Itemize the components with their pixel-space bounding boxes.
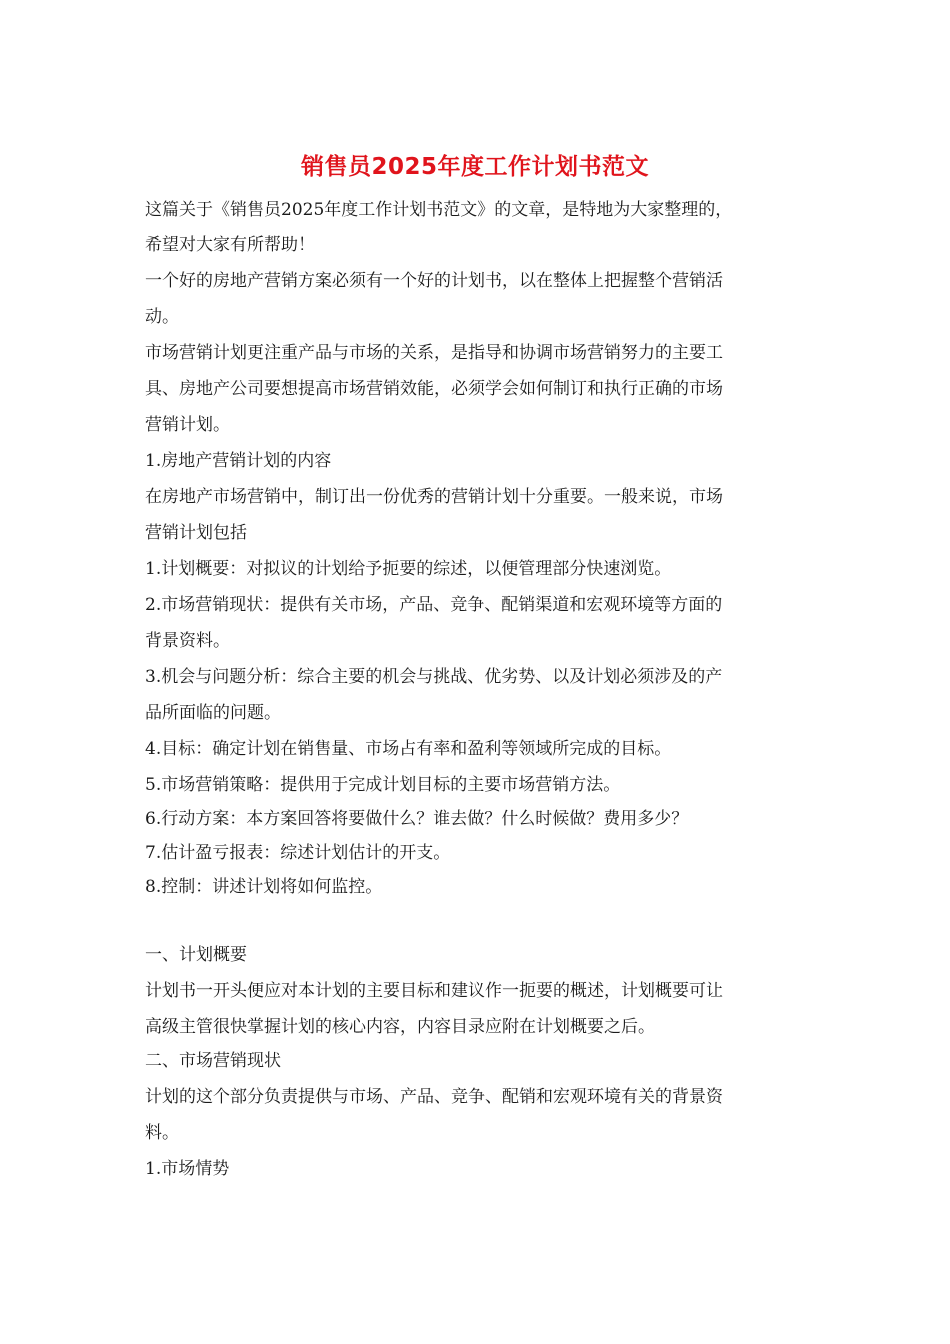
body-line: 营销计划包括 bbox=[145, 523, 247, 543]
body-line: 料。 bbox=[145, 1123, 179, 1143]
body-line: 背景资料。 bbox=[145, 631, 230, 651]
body-line: 5.市场营销策略：提供用于完成计划目标的主要市场营销方法。 bbox=[145, 775, 621, 795]
body-line: 具、房地产公司要想提高市场营销效能，必须学会如何制订和执行正确的市场 bbox=[145, 379, 723, 399]
document-title: 销售员2025年度工作计划书范文 bbox=[300, 154, 649, 180]
section-heading: 二、市场营销现状 bbox=[145, 1051, 281, 1071]
body-line: 8.控制：讲述计划将如何监控。 bbox=[145, 877, 383, 897]
body-line: 一个好的房地产营销方案必须有一个好的计划书，以在整体上把握整个营销活 bbox=[145, 271, 723, 291]
body-line: 7.估计盈亏报表：综述计划估计的开支。 bbox=[145, 843, 451, 863]
body-line: 品所面临的问题。 bbox=[145, 703, 281, 723]
body-line: 1.市场情势 bbox=[145, 1159, 230, 1179]
body-line: 计划的这个部分负责提供与市场、产品、竞争、配销和宏观环境有关的背景资 bbox=[145, 1087, 723, 1107]
body-line: 市场营销计划更注重产品与市场的关系，是指导和协调市场营销努力的主要工 bbox=[145, 343, 723, 363]
body-line: 动。 bbox=[145, 307, 179, 327]
body-line: 这篇关于《销售员2025年度工作计划书范文》的文章，是特地为大家整理的， bbox=[145, 200, 733, 220]
section-heading: 一、计划概要 bbox=[145, 945, 247, 965]
body-line: 3.机会与问题分析：综合主要的机会与挑战、优劣势、以及计划必须涉及的产 bbox=[145, 667, 723, 687]
body-line: 1.房地产营销计划的内容 bbox=[145, 451, 332, 471]
body-line: 4.目标：确定计划在销售量、市场占有率和盈利等领域所完成的目标。 bbox=[145, 739, 672, 759]
body-line: 在房地产市场营销中，制订出一份优秀的营销计划十分重要。一般来说，市场 bbox=[145, 487, 723, 507]
body-line: 高级主管很快掌握计划的核心内容，内容目录应附在计划概要之后。 bbox=[145, 1017, 655, 1037]
body-line: 计划书一开头便应对本计划的主要目标和建议作一扼要的概述，计划概要可让 bbox=[145, 981, 723, 1001]
body-line: 希望对大家有所帮助！ bbox=[145, 235, 315, 255]
body-line: 营销计划。 bbox=[145, 415, 230, 435]
body-line: 6.行动方案：本方案回答将要做什么？谁去做？什么时候做？费用多少？ bbox=[145, 809, 689, 829]
body-line: 2.市场营销现状：提供有关市场，产品、竞争、配销渠道和宏观环境等方面的 bbox=[145, 595, 723, 615]
body-line: 1.计划概要：对拟议的计划给予扼要的综述，以便管理部分快速浏览。 bbox=[145, 559, 672, 579]
